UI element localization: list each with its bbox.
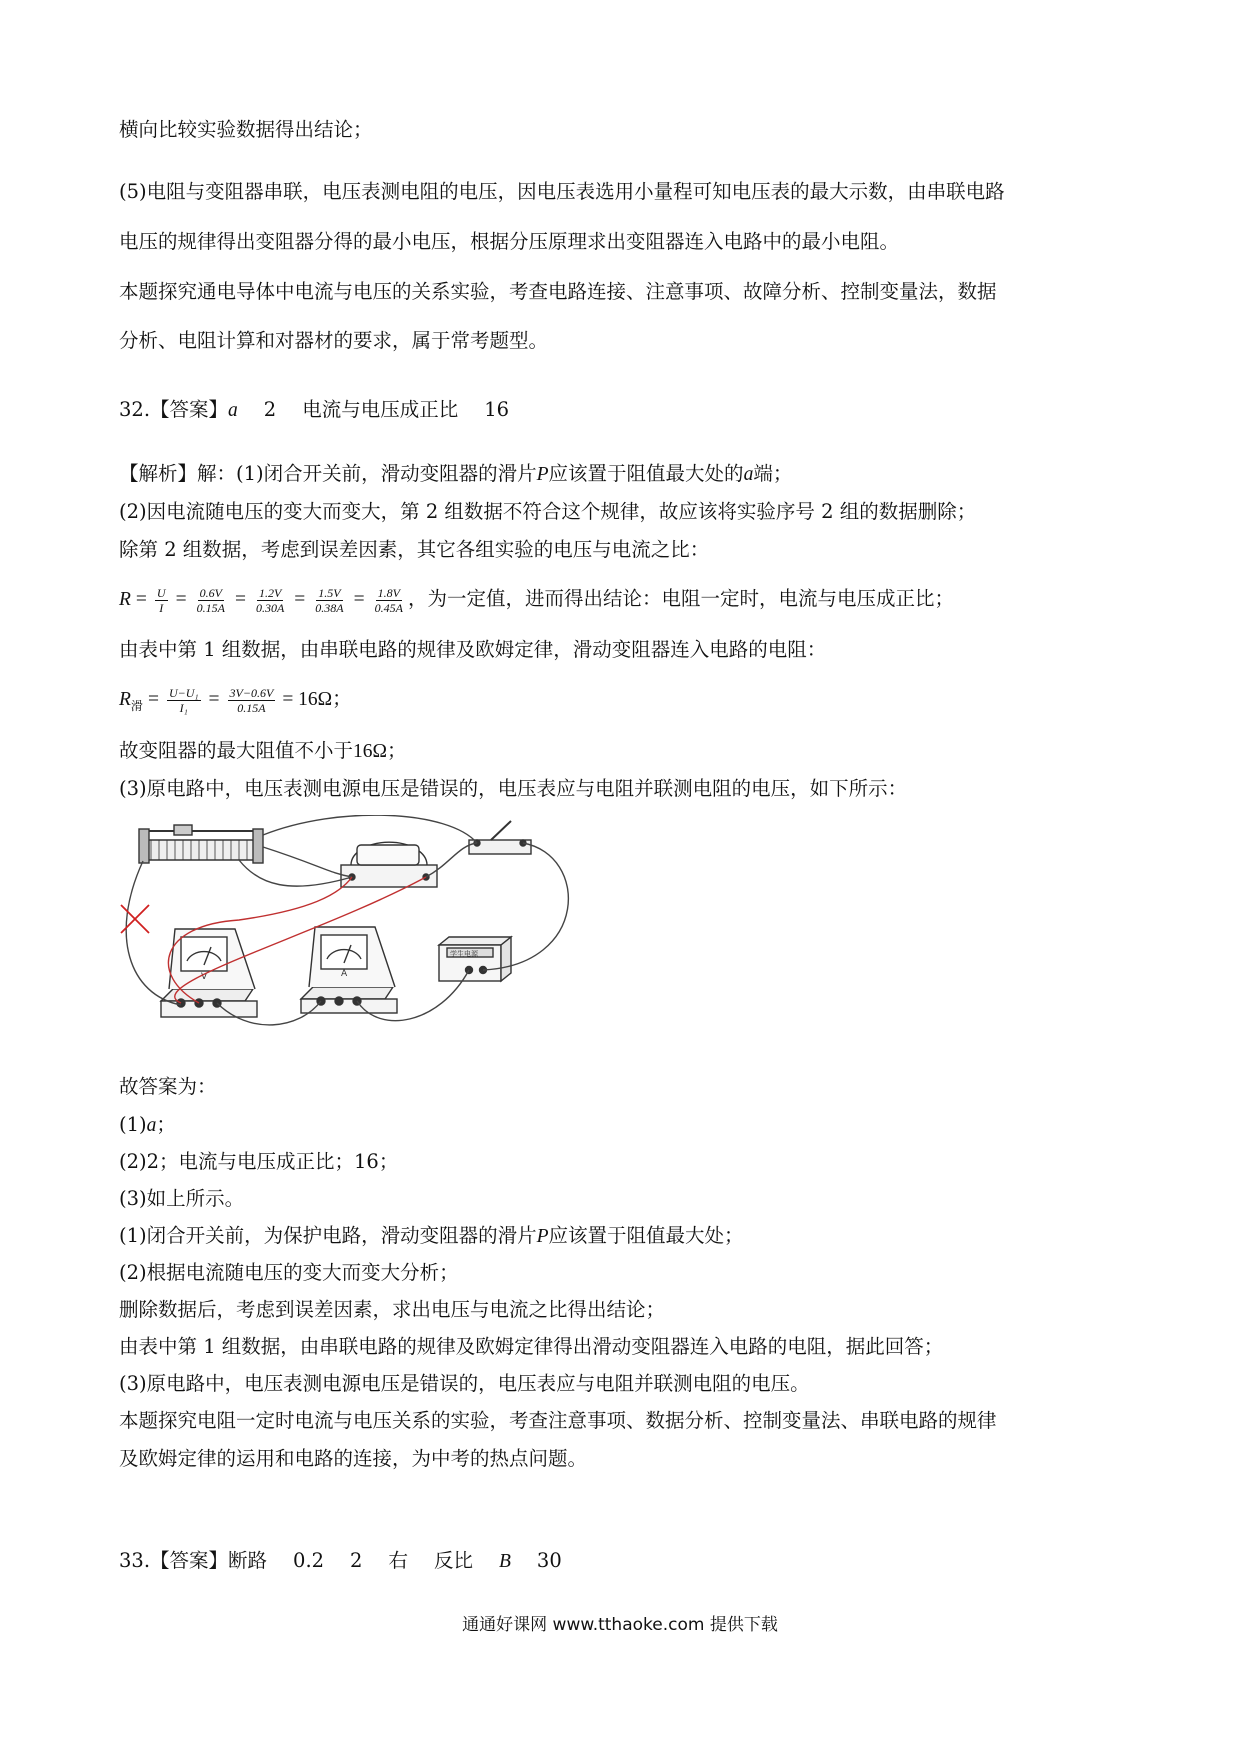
svg-text:V: V bbox=[201, 972, 208, 982]
text-line: (2)2；电流与电压成正比；16； bbox=[119, 1150, 399, 1173]
answer-item: 30 bbox=[536, 1549, 562, 1572]
text-line: (2)根据电流随电压的变大而变大分析； bbox=[119, 1261, 459, 1284]
text-line: 故答案为： bbox=[119, 1075, 217, 1098]
answer-item: 右 bbox=[388, 1549, 408, 1572]
fraction: $\frac{1.8V}{0.45A}$ bbox=[374, 586, 403, 616]
circuit-diagram bbox=[119, 815, 609, 1043]
switch-icon bbox=[469, 821, 531, 854]
text-line: (1)a； bbox=[119, 1113, 176, 1136]
text-line: 横向比较实验数据得出结论； bbox=[119, 118, 373, 141]
text-line: (3)原电路中，电压表测电源电压是错误的，电压表应与电阻并联测电阻的电压。 bbox=[119, 1372, 810, 1395]
answer-item: 电流与电压成正比 bbox=[302, 398, 459, 421]
q33-answer-line bbox=[119, 1547, 1129, 1576]
answer-item: 0.2 bbox=[293, 1549, 325, 1572]
text-line: 本题探究电阻一定时电流与电压关系的实验，考查注意事项、数据分析、控制变量法、串联电路的规律 bbox=[119, 1409, 997, 1432]
text-line: 故变阻器的最大阻值不小于16Ω； bbox=[119, 739, 407, 762]
answer-item: 2 bbox=[350, 1549, 363, 1572]
text-line: 由表中第 1 组数据，由串联电路的规律及欧姆定律，滑动变阻器连入电路的电阻： bbox=[119, 638, 827, 661]
text-line: 由表中第 1 组数据，由串联电路的规律及欧姆定律得出滑动变阻器连入电路的电阻，据此回答； bbox=[119, 1335, 944, 1358]
svg-text:A: A bbox=[341, 969, 348, 979]
answer-heading: 33.【答案】 bbox=[119, 1549, 229, 1572]
cross-mark-icon bbox=[121, 905, 149, 933]
text-line: (1)闭合开关前，为保护电路，滑动变阻器的滑片P应该置于阻值最大处； bbox=[119, 1224, 744, 1247]
fraction: $\frac{0.6V}{0.15A}$ bbox=[196, 586, 225, 616]
answer-item: 反比 bbox=[433, 1549, 473, 1572]
ammeter-icon bbox=[301, 927, 397, 1013]
fraction: $\frac{3V-0.6V}{0.15A}$ bbox=[229, 686, 274, 716]
text-line: 及欧姆定律的运用和电路的连接，为中考的热点问题。 bbox=[119, 1447, 588, 1470]
fraction: $\frac{\text{U−U₁}}{\text{I₁}}$ bbox=[168, 686, 199, 716]
text-line: 删除数据后，考虑到误差因素，求出电压与电流之比得出结论； bbox=[119, 1298, 666, 1321]
text-line: (2)因电流随电压的变大而变大，第 2 组数据不符合这个规律，故应该将实验序号 2 组的数据删除； bbox=[119, 500, 977, 523]
fraction: $\frac{1.5V}{0.38A}$ bbox=[315, 586, 344, 616]
svg-text:学生电源: 学生电源 bbox=[450, 950, 478, 958]
fraction: $\frac{1.2V}{0.30A}$ bbox=[255, 586, 285, 616]
text-line: (3)原电路中，电压表测电源电压是错误的，电压表应与电阻并联测电阻的电压，如下所示： bbox=[119, 777, 908, 800]
formula-resistance-ratio: R = $\frac{U}{I}$ = $\frac{0.6V}{0.15A}$ = $\frac{1.2V}{0.30A}$ = $\frac{1.5V}{0.38A}$ = $\frac{1.8V}{0.45A}$ ，为一定值，进而得出结论：电阻一定时，电流与电压成正比； bbox=[119, 586, 954, 616]
fraction: $\frac{U}{I}$ bbox=[156, 586, 166, 616]
q32-answer-line bbox=[119, 396, 1129, 425]
answer-item: B bbox=[499, 1551, 511, 1572]
text-line: (3)如上所示。 bbox=[119, 1187, 245, 1210]
resistor-icon bbox=[341, 842, 437, 887]
answer-item: 断路 bbox=[228, 1549, 268, 1572]
text-line: 除第 2 组数据，考虑到误差因素，其它各组实验的电压与电流之比： bbox=[119, 538, 710, 561]
answer-item: a bbox=[228, 400, 238, 421]
answer-heading: 32.【答案】 bbox=[119, 398, 229, 421]
text-line: 分析、电阻计算和对器材的要求，属于常考题型。 bbox=[119, 329, 549, 352]
formula-slider-resistance: $R_滑$ = $\frac{\text{U−U₁}}{\text{I₁}}$ = $\frac{3V-0.6V}{0.15A}$ = 16Ω； bbox=[119, 686, 352, 716]
analysis-line: 【解析】解：(1)闭合开关前，滑动变阻器的滑片P应该置于阻值最大处的a端； bbox=[119, 462, 793, 485]
rheostat-icon bbox=[139, 825, 263, 863]
answer-item: 16 bbox=[484, 398, 510, 421]
answer-item: 2 bbox=[263, 398, 277, 421]
page-footer: 通通好课网 www.tthaoke.com 提供下载 bbox=[462, 1615, 778, 1635]
text-line: 电压的规律得出变阻器分得的最小电压，根据分压原理求出变阻器连入电路中的最小电阻。 bbox=[119, 230, 900, 253]
text-line: (5)电阻与变阻器串联，电压表测电阻的电压，因电压表选用小量程可知电压表的最大示数，由串联电路 bbox=[119, 180, 1005, 203]
text-line: 本题探究通电导体中电流与电压的关系实验，考查电路连接、注意事项、故障分析、控制变量法，数据 bbox=[119, 280, 997, 303]
power-supply-icon bbox=[439, 937, 511, 981]
